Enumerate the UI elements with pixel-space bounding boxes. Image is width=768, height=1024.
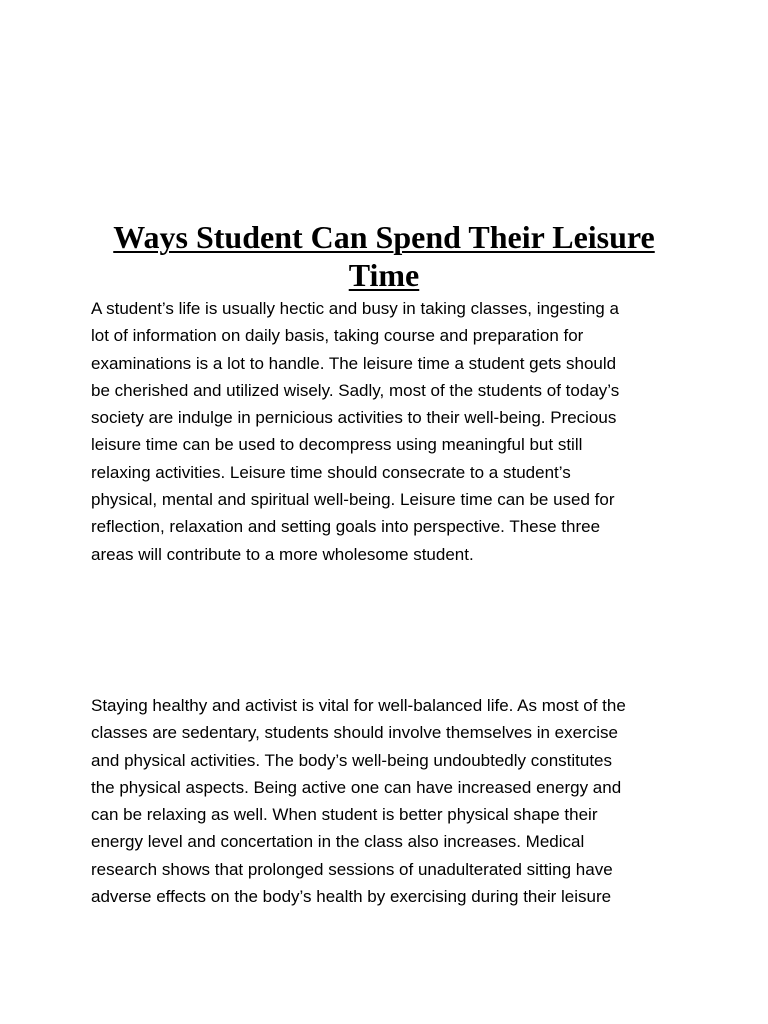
text-line: reflection, relaxation and setting goals into perspective. These three (91, 517, 601, 537)
text-line: be cherished and utilized wisely. Sadly, most of the students of today’s (91, 380, 620, 400)
text-line: the physical aspects. Being active one can have increased energy and (91, 777, 622, 797)
text-line: examinations is a lot to handle. The leisure time a student gets should (91, 353, 617, 373)
text-line: Staying healthy and activist is vital for well-balanced life. As most of the (91, 696, 626, 715)
title-line: Time (348, 257, 420, 293)
text-line: society are indulge in pernicious activities to their well-being. Precious (91, 408, 617, 428)
paragraph-health (91, 692, 691, 910)
text-line: lot of information on daily basis, taking course and preparation for (91, 326, 584, 346)
text-line: areas will contribute to a more wholesome student. (91, 544, 474, 564)
text-line: classes are sedentary, students should involve themselves in exercise (91, 723, 618, 743)
text-line: physical, mental and spiritual well-being. Leisure time can be used for (91, 490, 615, 510)
text-line: and physical activities. The body’s well-being undoubtedly constitutes (91, 750, 613, 770)
text-line: energy level and concertation in the class also increases. Medical (91, 832, 585, 852)
paragraph-intro (91, 295, 691, 568)
text-line: can be relaxing as well. When student is better physical shape their (91, 805, 598, 825)
text-line: relaxing activities. Leisure time should consecrate to a student’s (91, 462, 571, 482)
text-line: leisure time can be used to decompress using meaningful but still (91, 435, 583, 455)
title-line: Ways Student Can Spend Their Leisure (113, 219, 655, 255)
text-line: adverse effects on the body’s health by exercising during their leisure (91, 887, 612, 907)
document-title (60, 218, 708, 294)
text-line: research shows that prolonged sessions of unadulterated sitting have (91, 859, 613, 879)
text-line: A student’s life is usually hectic and busy in taking classes, ingesting a (91, 299, 619, 318)
